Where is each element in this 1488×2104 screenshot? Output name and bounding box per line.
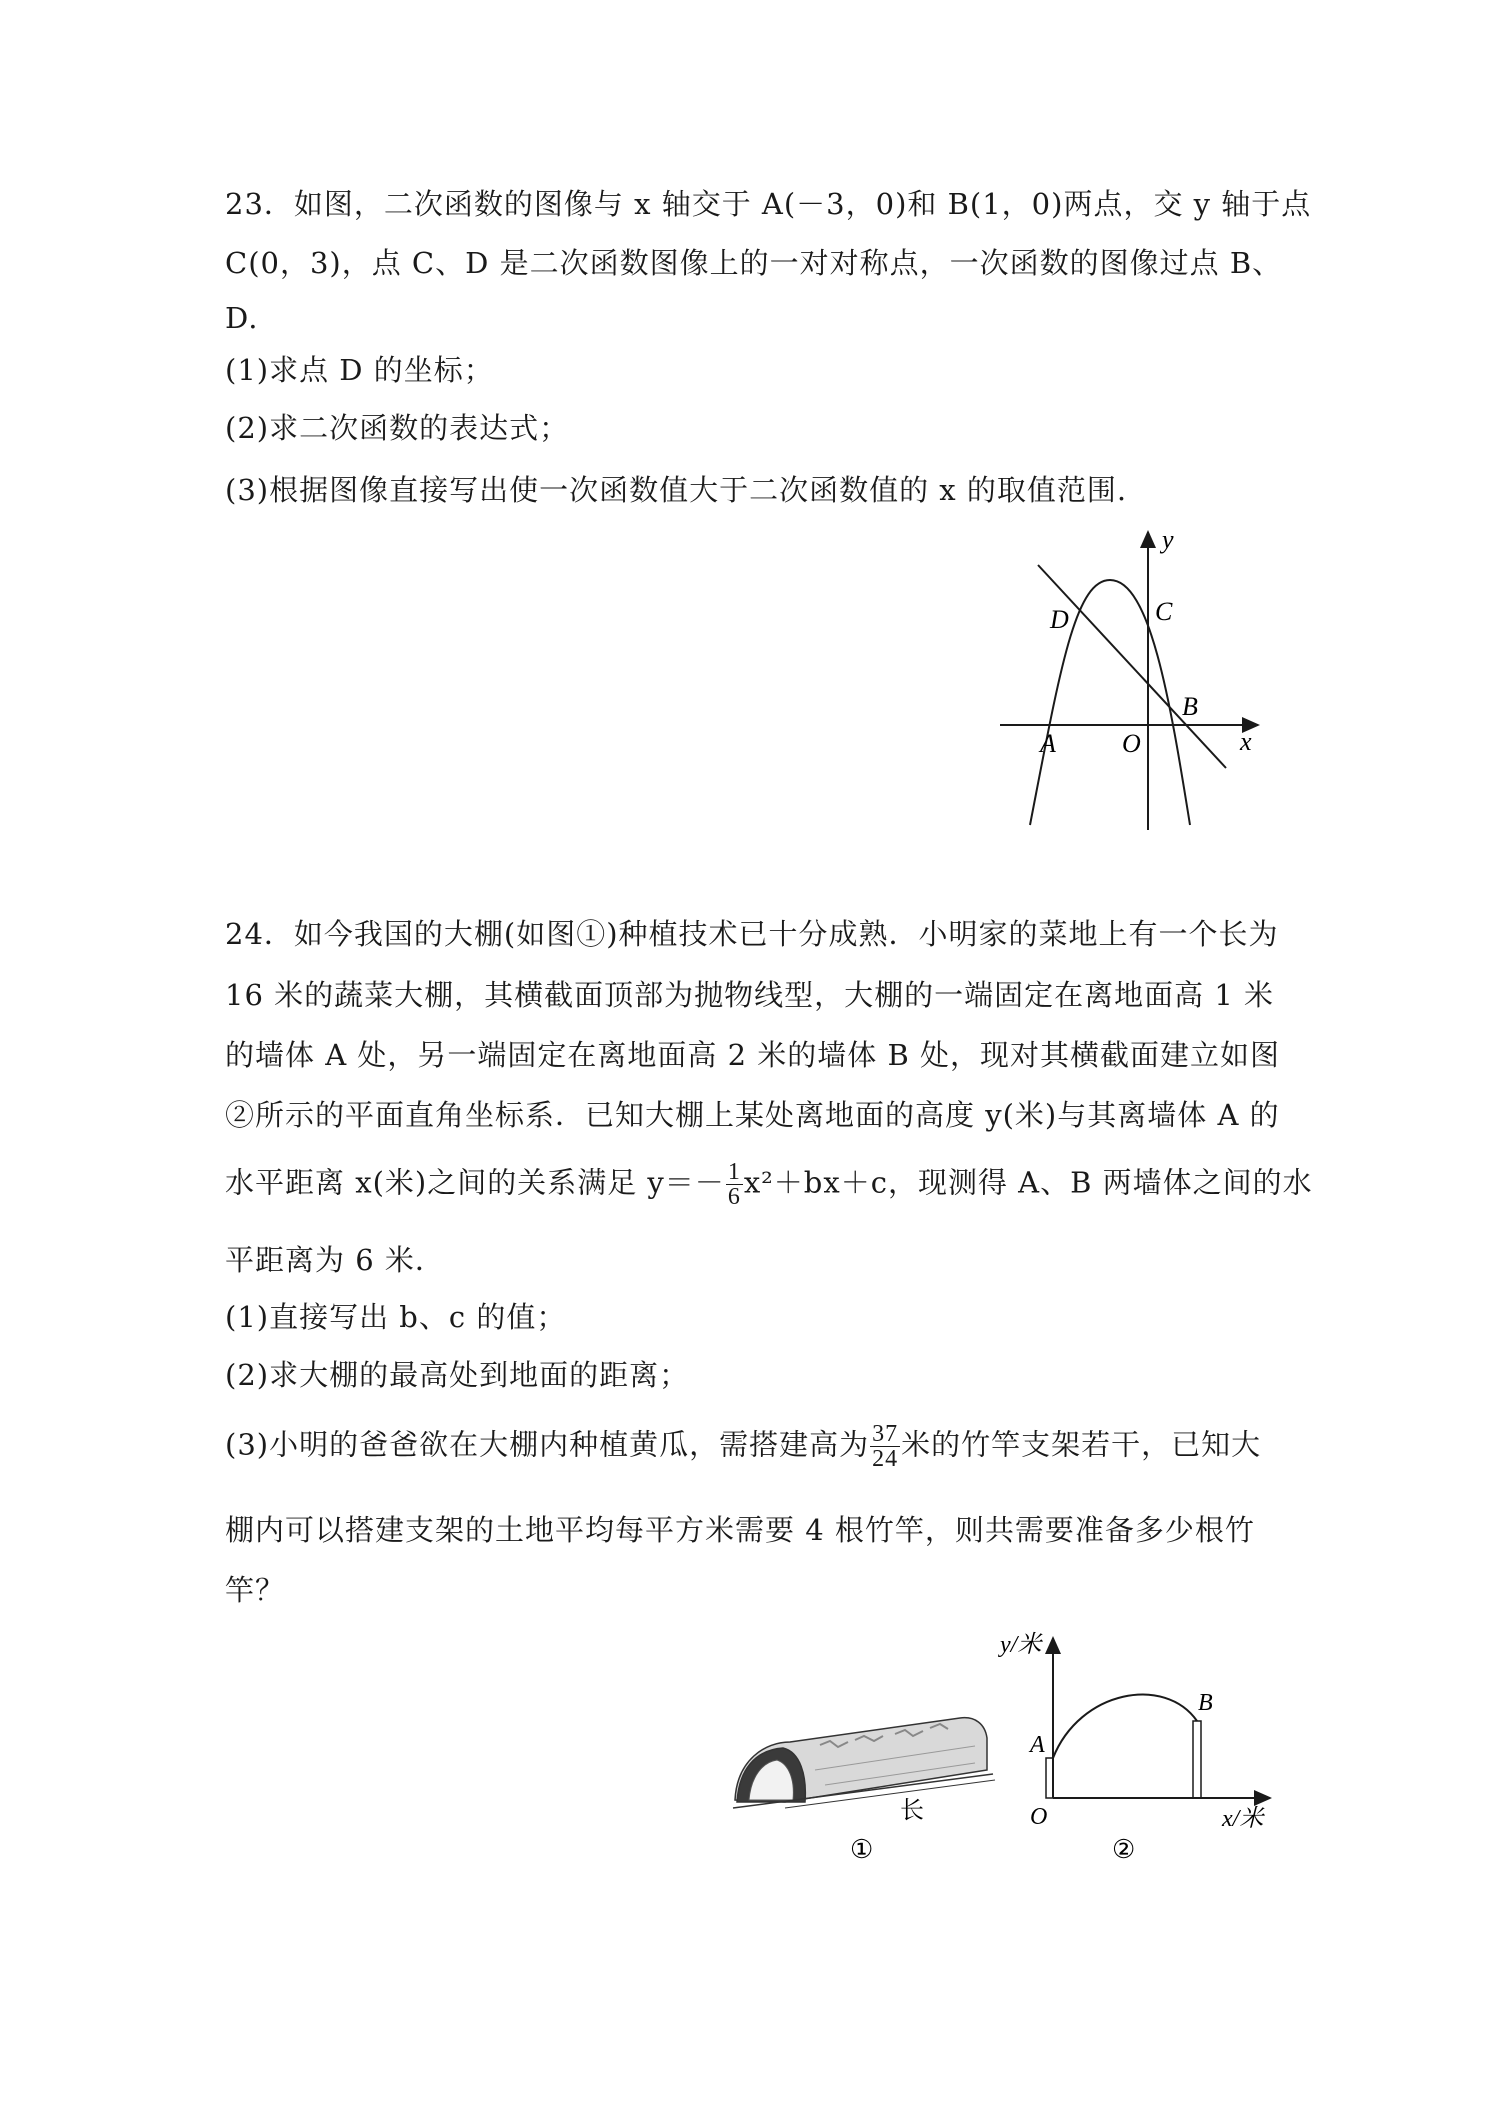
- q24-fig1-caption: ①: [850, 1835, 874, 1860]
- q24-fraction-37-24: [870, 1422, 900, 1471]
- q24-part-3-pre: (3)小明的爸爸欲在大棚内种植黄瓜，需搭建高为: [225, 1427, 870, 1462]
- q24-fig2-wall-b: [1193, 1721, 1201, 1798]
- q24-fraction2-den: 24: [872, 1446, 899, 1472]
- q24-fraction-den: 6: [727, 1184, 741, 1210]
- q24-fig2-label-A: A: [1030, 1732, 1045, 1758]
- q24-part-3-line-3: 竿？: [225, 1573, 286, 1607]
- q24-part-2: (2)求大棚的最高处到地面的距离；: [225, 1358, 690, 1392]
- q24-line-1: 24．如今我国的大棚(如图①)种植技术已十分成熟．小明家的菜地上有一个长为: [225, 917, 1279, 951]
- q24-line-6: 平距离为 6 米．: [225, 1243, 445, 1277]
- q23-label-O: O: [1122, 729, 1141, 758]
- q23-label-y: y: [1162, 525, 1174, 554]
- q23-label-D: D: [1050, 605, 1069, 634]
- q24-fig2-wall-a: [1046, 1758, 1053, 1798]
- q23-part-2: (2)求二次函数的表达式；: [225, 411, 570, 445]
- q24-line-5-pre: 水平距离 x(米)之间的关系满足 y＝－: [225, 1165, 725, 1200]
- q24-part-3-post: 米的竹竿支架若干，已知大: [901, 1427, 1262, 1462]
- q24-fig2-label-x: x/米: [1222, 1806, 1264, 1832]
- q24-fig1-length-label: 长: [900, 1798, 924, 1824]
- q23-line-3: D.: [225, 301, 259, 335]
- q23-figure: [990, 520, 1280, 840]
- q24-fig2-label-B: B: [1198, 1690, 1213, 1716]
- q24-figure-1-greenhouse: [725, 1690, 1005, 1860]
- q24-fraction-one-sixth: [726, 1160, 743, 1209]
- q24-fig2-parabola: [1053, 1695, 1197, 1758]
- q24-line-4: ②所示的平面直角坐标系．已知大棚上某处离地面的高度 y(米)与其离墙体 A 的: [225, 1098, 1280, 1132]
- q24-fig2-label-y: y/米: [1000, 1632, 1042, 1658]
- q24-figure-2-cross-section: [990, 1630, 1290, 1860]
- q23-label-A: A: [1040, 729, 1056, 758]
- q24-line-3: 的墙体 A 处，另一端固定在离地面高 2 米的墙体 B 处，现对其横截面建立如图: [225, 1038, 1281, 1072]
- q24-fraction2-num: 37: [872, 1421, 899, 1447]
- q24-fraction-num: 1: [727, 1159, 741, 1185]
- q23-label-C: C: [1155, 597, 1173, 626]
- q24-line-5-post: x²＋bx＋c，现测得 A、B 两墙体之间的水: [743, 1165, 1313, 1200]
- q23-line-2: C(0，3)，点 C、D 是二次函数图像上的一对对称点，一次函数的图像过点 B、: [225, 246, 1283, 280]
- q24-fig2-caption: ②: [1112, 1835, 1136, 1860]
- q24-fig2-label-O: O: [1030, 1804, 1048, 1830]
- q23-part-1: (1)求点 D 的坐标；: [225, 353, 494, 387]
- q23-label-x: x: [1240, 727, 1252, 756]
- q23-label-B: B: [1182, 692, 1198, 721]
- q23-part-3: (3)根据图像直接写出使一次函数值大于二次函数值的 x 的取值范围.: [225, 473, 1128, 507]
- q23-line-1: 23．如图，二次函数的图像与 x 轴交于 A(－3，0)和 B(1，0)两点，交 y 轴于点: [225, 187, 1312, 221]
- q24-line-2: 16 米的蔬菜大棚，其横截面顶部为抛物线型，大棚的一端固定在离地面高 1 米: [225, 978, 1275, 1012]
- q24-line-5: [225, 1160, 1313, 1209]
- q24-part-3-line-2: 棚内可以搭建支架的土地平均每平方米需要 4 根竹竿，则共需要准备多少根竹: [225, 1513, 1255, 1547]
- q24-part-1: (1)直接写出 b、c 的值；: [225, 1300, 567, 1334]
- q24-part-3-line-1: [225, 1422, 1261, 1471]
